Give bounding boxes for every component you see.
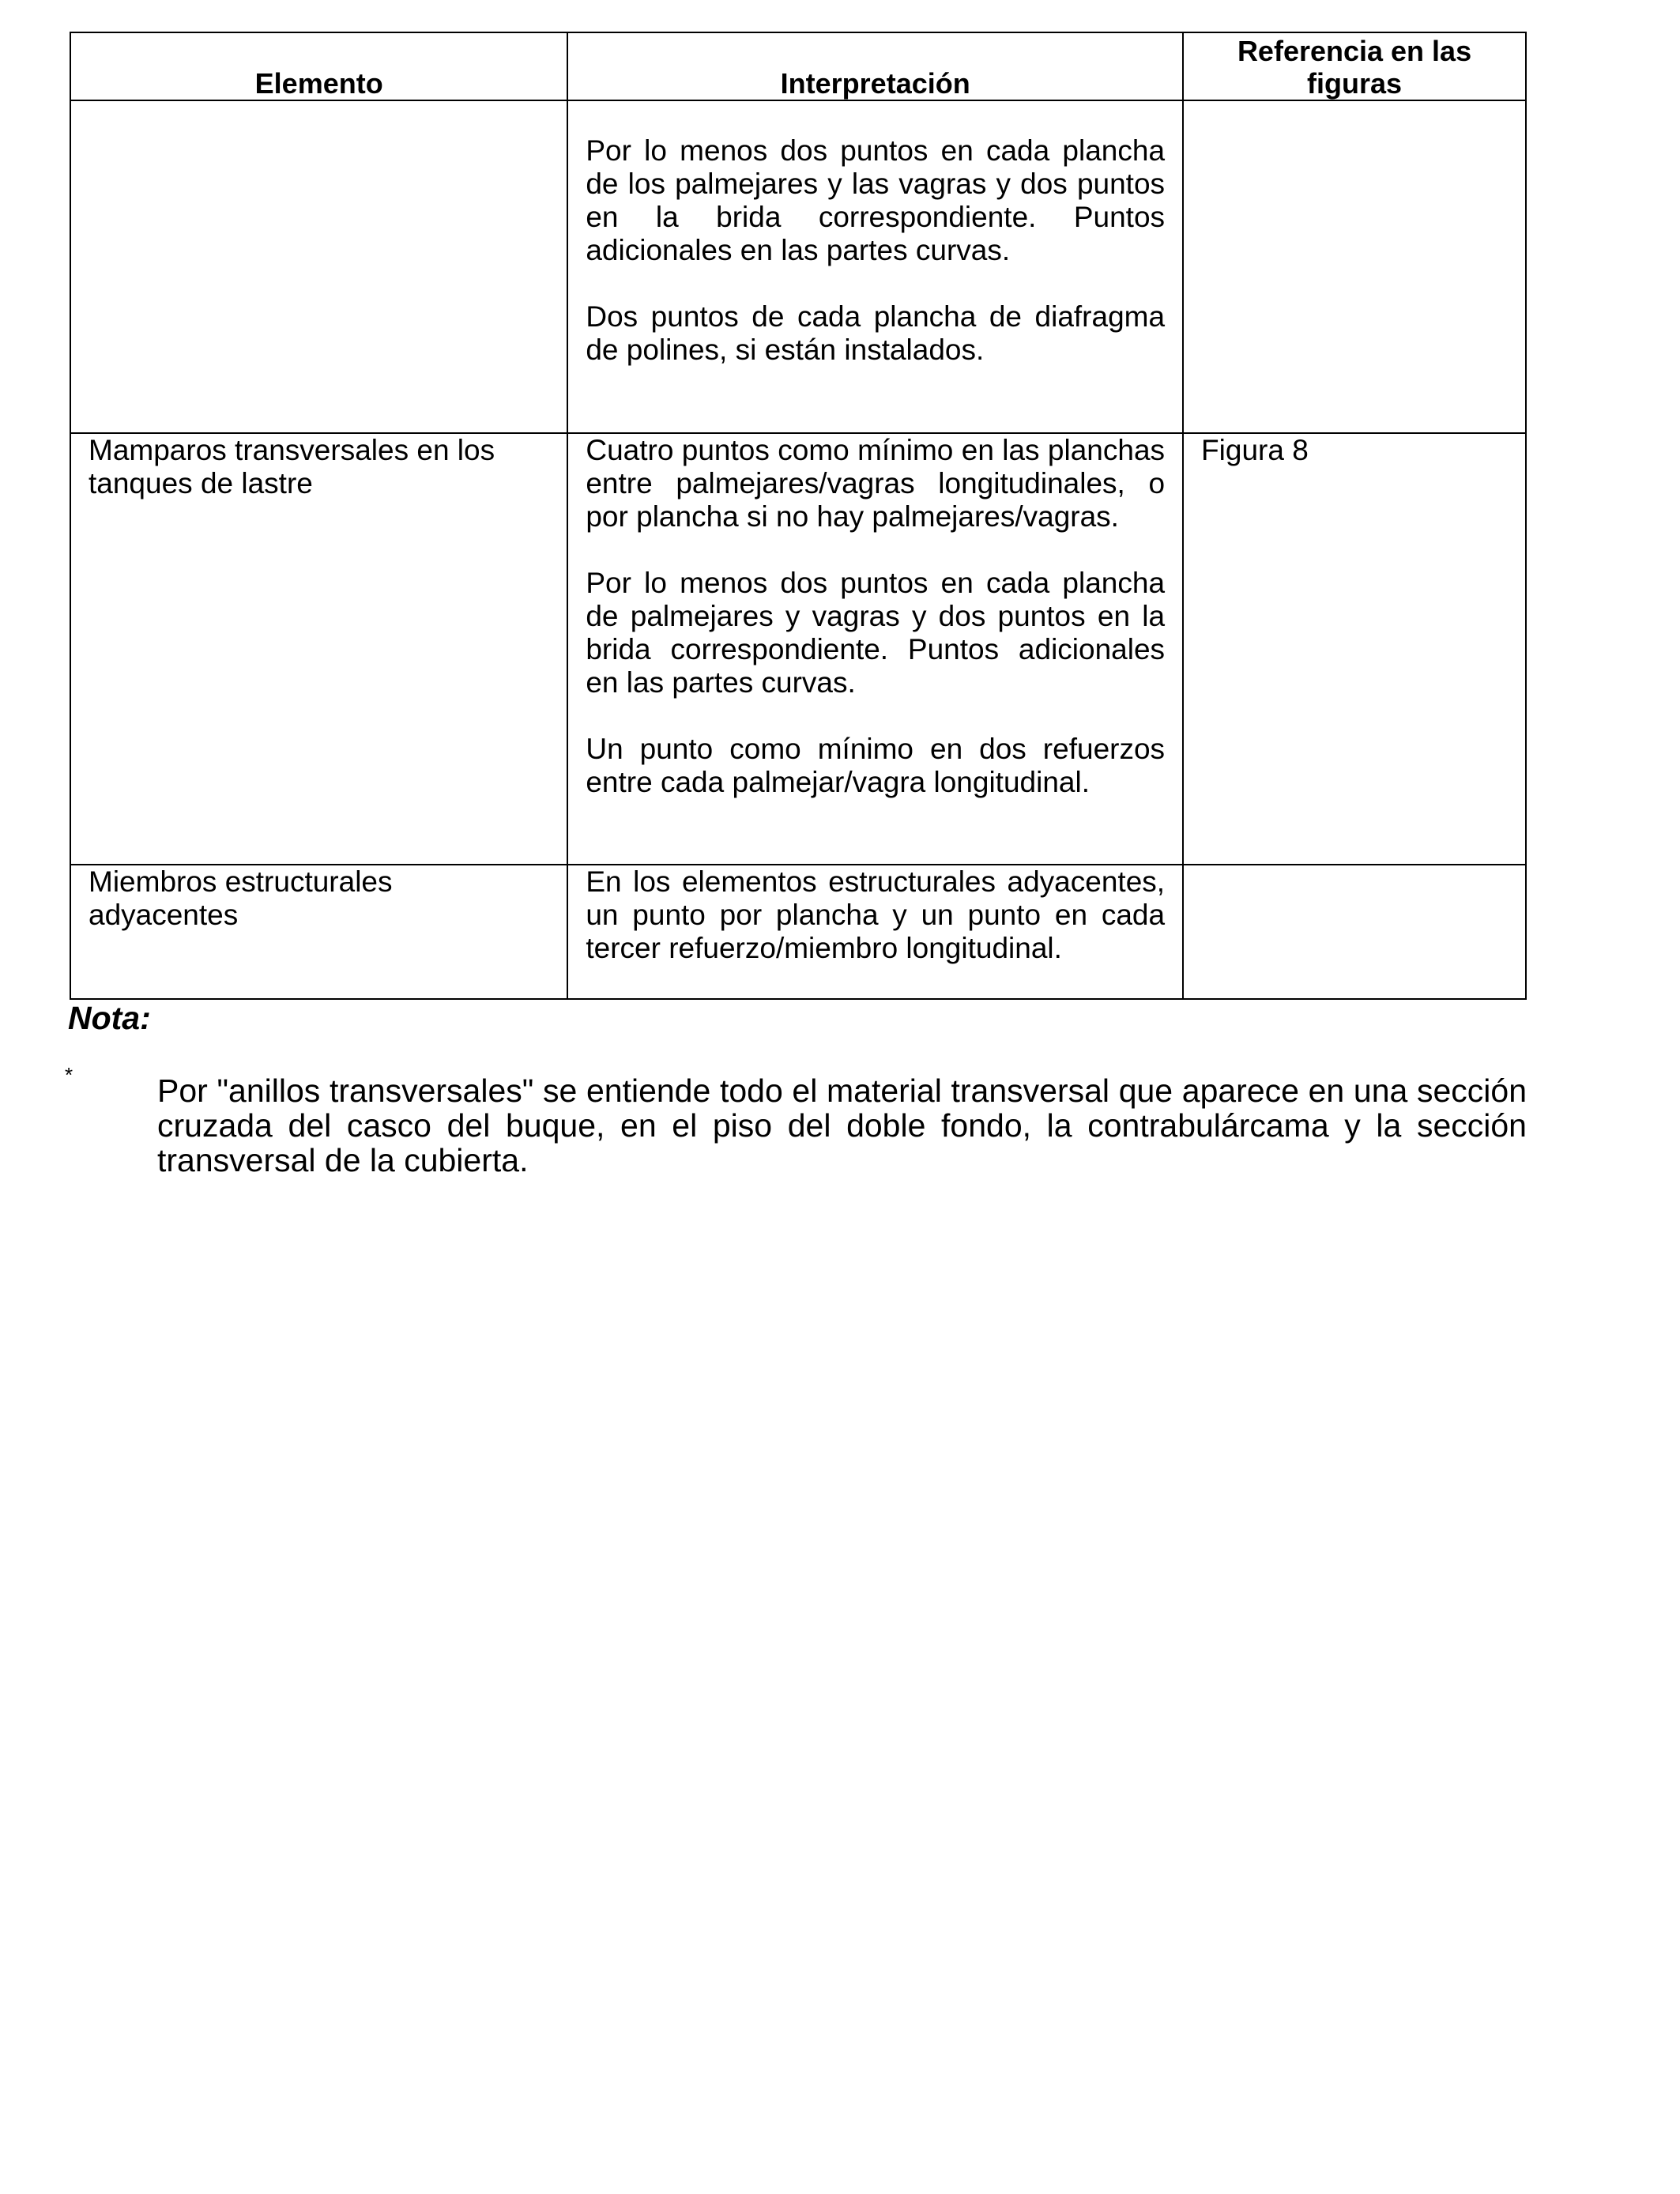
interpretation-paragraph: Un punto como mínimo en dos refuerzos entre cada palmejar/vagra longitudinal. <box>586 733 1166 798</box>
interpretation-paragraph: Por lo menos dos puntos en cada plancha de los palmejares y las vagras y dos puntos en la brida correspondiente. Puntos adicionales en las partes curvas. <box>586 134 1166 266</box>
table-row <box>70 433 1526 865</box>
interpretation-paragraph: Cuatro puntos como mínimo en las planchas entre palmejares/vagras longitudinales, o por plancha si no hay palmejares/vagras. <box>586 434 1166 533</box>
interpretation-paragraph: En los elementos estructurales adyacentes, un punto por plancha y un punto en cada tercer refuerzo/miembro longitudinal. <box>586 865 1166 964</box>
interpretation-paragraph: Por lo menos dos puntos en cada plancha de palmejares y vagras y dos puntos en la brida correspondiente. Puntos adicionales en las partes curvas. <box>586 567 1166 699</box>
inspection-points-table <box>70 32 1527 1000</box>
note-title: Nota: <box>68 1000 151 1036</box>
cell-interpretation <box>567 433 1183 865</box>
cell-element: Miembros estructurales adyacentes <box>70 865 567 999</box>
table-header-row <box>70 32 1526 100</box>
cell-interpretation <box>567 100 1183 433</box>
table-row <box>70 865 1526 999</box>
cell-reference <box>1183 865 1526 999</box>
interpretation-paragraph: Dos puntos de cada plancha de diafragma de polines, si están instalados. <box>586 300 1166 366</box>
cell-reference: Figura 8 <box>1183 433 1526 865</box>
cell-element <box>70 100 567 433</box>
footnote-mark: * <box>65 1063 73 1087</box>
cell-reference <box>1183 100 1526 433</box>
header-interpretation: Interpretación <box>567 32 1183 100</box>
table-row <box>70 100 1526 433</box>
cell-element: Mamparos transversales en los tanques de lastre <box>70 433 567 865</box>
footnote-text: Por "anillos transversales" se entiende todo el material transversal que aparece en una sección cruzada del casco del buque, en el piso del doble fondo, la contrabulárcama y la sección transversal de la cubierta. <box>157 1072 1527 1178</box>
cell-interpretation <box>567 865 1183 999</box>
header-element: Elemento <box>70 32 567 100</box>
header-reference: Referencia en las figuras <box>1183 32 1526 100</box>
